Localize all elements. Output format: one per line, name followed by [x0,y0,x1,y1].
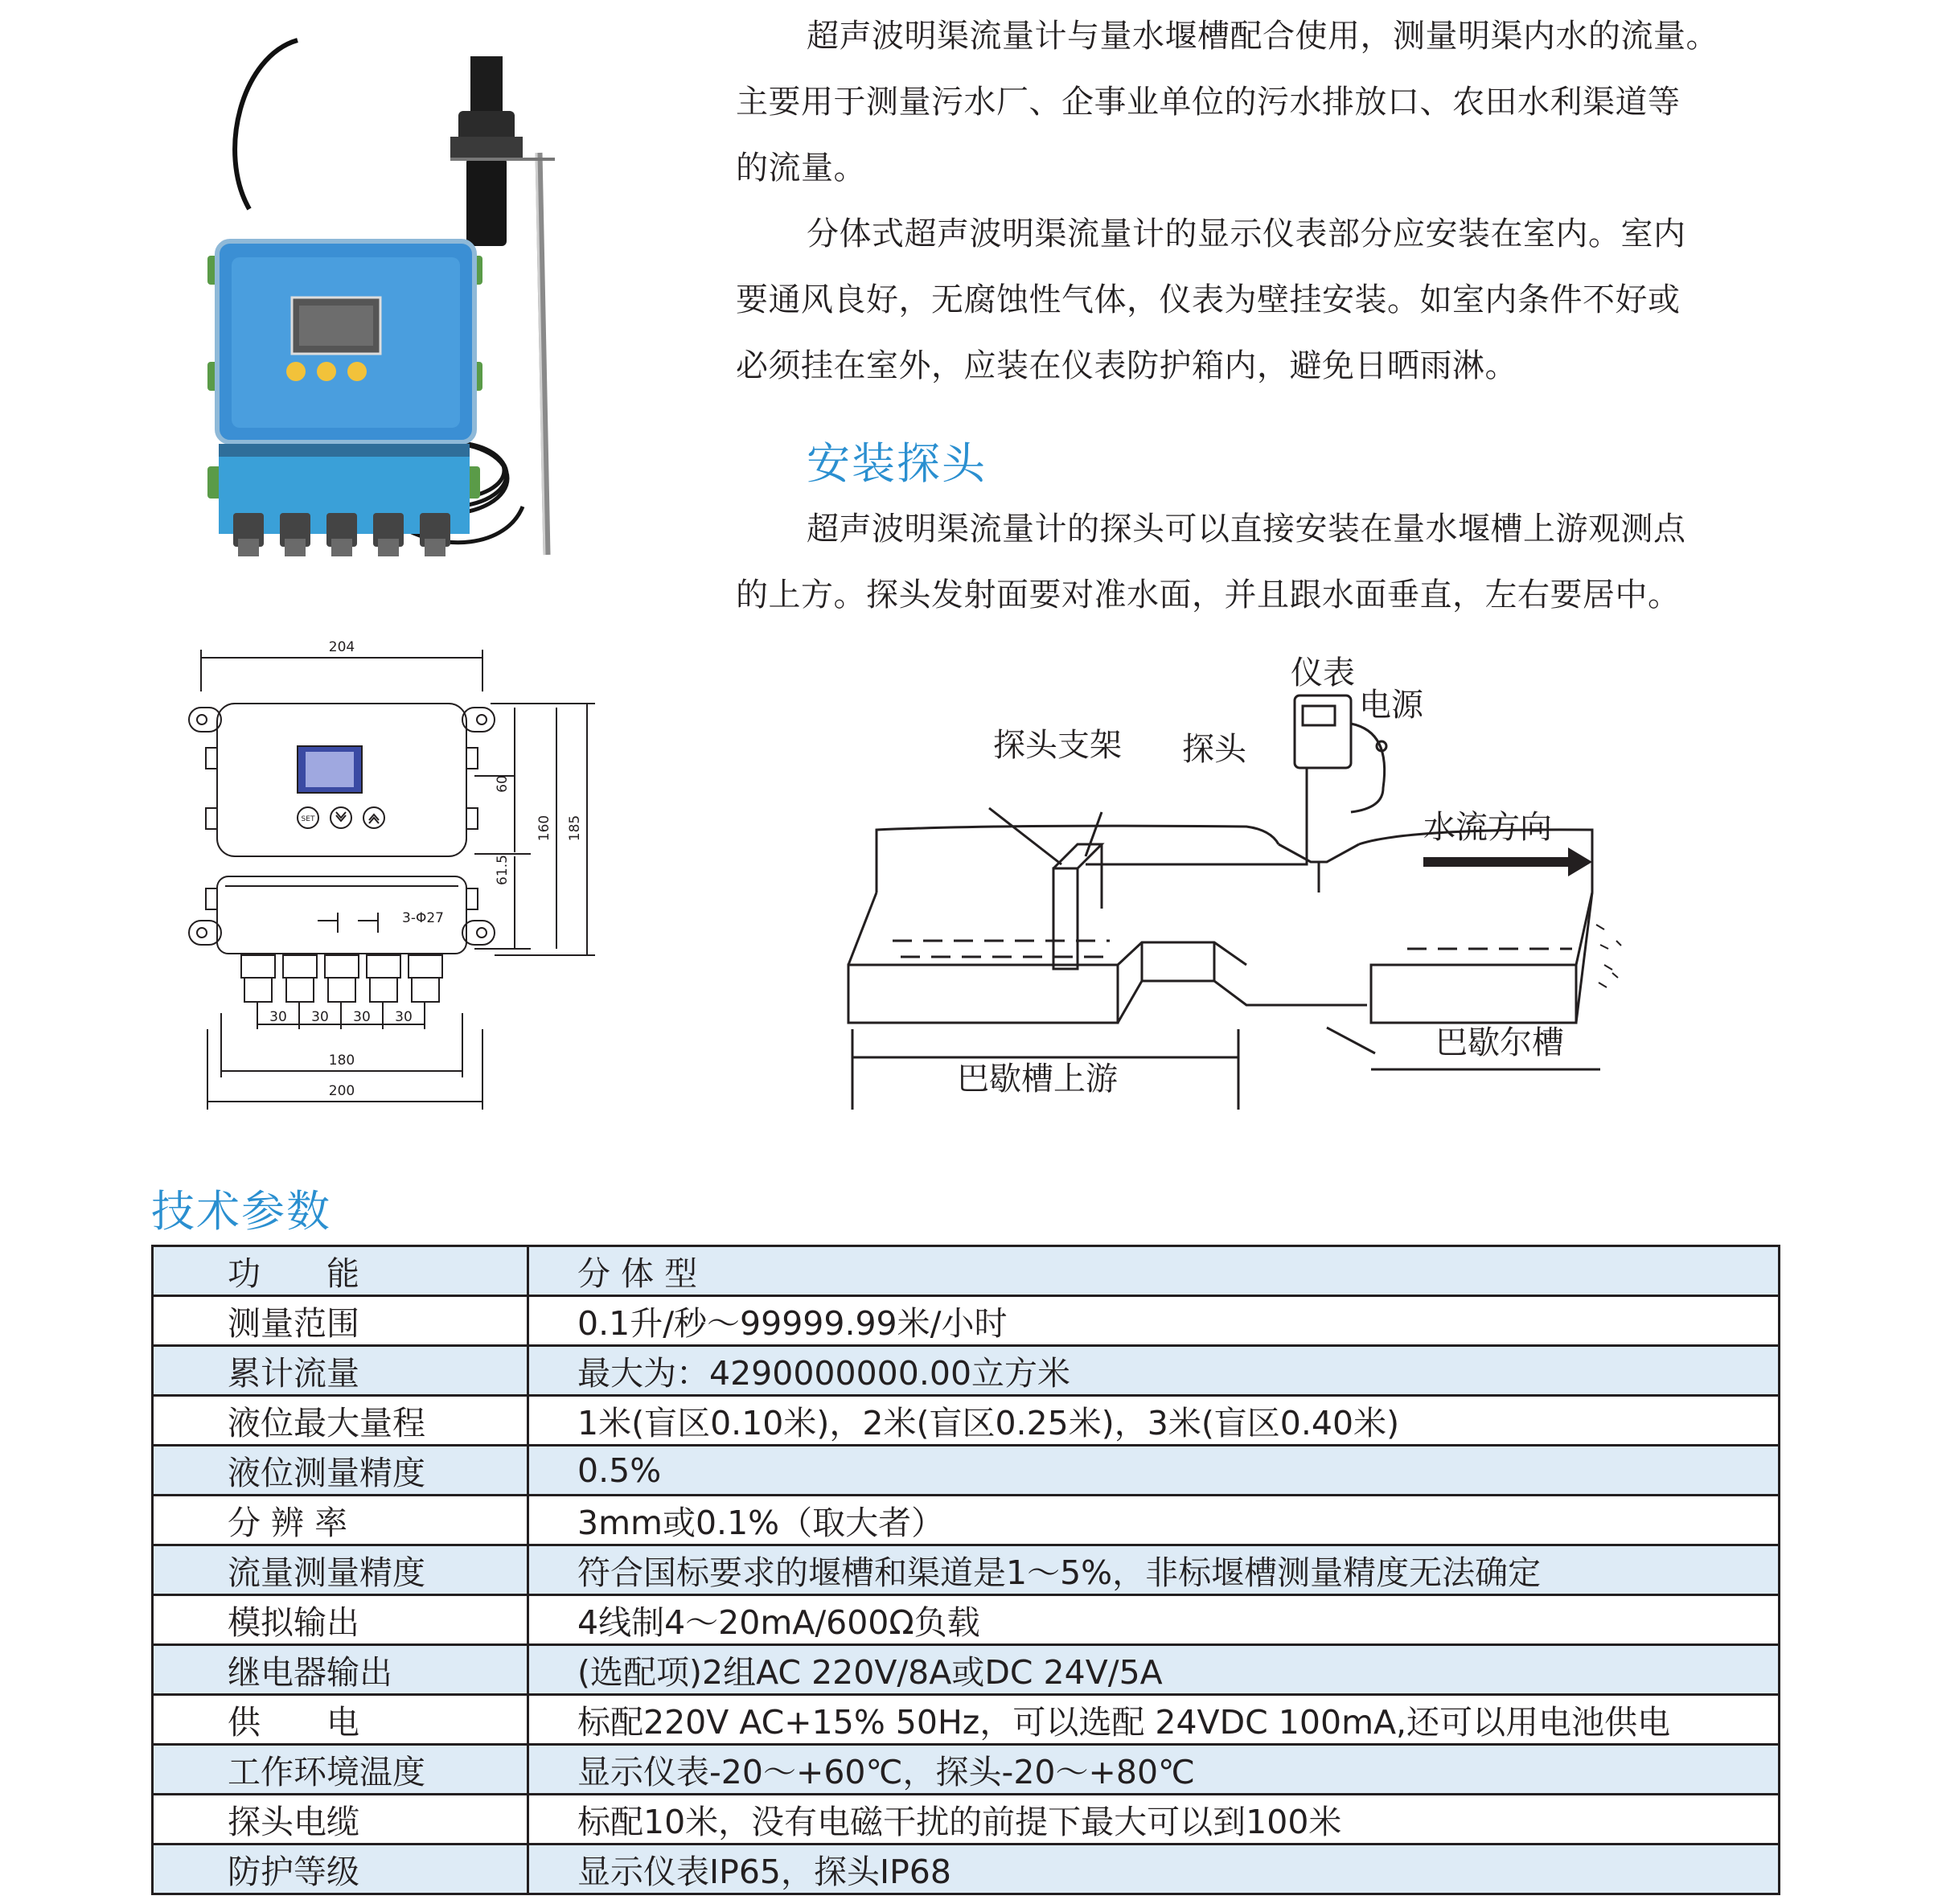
intro-line: 主要用于测量污水厂、企事业单位的污水排放口、农田水利渠道等 [736,84,1681,121]
spec-value: 4线制4～20mA/600Ω负载 [528,1595,1780,1645]
probe-cable [235,40,298,209]
intro-line: 超声波明渠流量计与量水堰槽配合使用，测量明渠内水的流量。 [807,18,1718,55]
dim-185: 185 [567,815,583,842]
table-row [153,1496,1780,1545]
label-upstream: 巴歇槽上游 [957,1061,1118,1098]
install-paragraph [736,496,1813,628]
intro-paragraph-1 [736,3,1813,201]
spec-table [151,1245,1780,1895]
spec-value: 0.5% [528,1446,1780,1496]
spec-key: 探头电缆 [153,1795,528,1844]
spec-value: 0.1升/秒～99999.99米/小时 [528,1296,1780,1346]
table-row [153,1844,1780,1894]
installation-diagram [844,651,1624,1110]
button-left-icon [286,362,306,381]
set-button-label: SET [301,815,315,823]
dim-180: 180 [328,1053,355,1069]
spec-value: 最大为：4290000000.00立方米 [528,1346,1780,1396]
spec-key: 累计流量 [153,1346,528,1396]
spec-key: 功 能 [153,1246,528,1296]
install-line: 的上方。探头发射面要对准水面，并且跟水面垂直，左右要居中。 [736,577,1681,613]
label-meter: 仪表 [1291,654,1355,691]
dim-30-2: 30 [311,1009,329,1025]
spec-value: 显示仪表-20～+60℃，探头-20～+80℃ [528,1745,1780,1795]
product-photo [185,24,603,579]
intro-line: 必须挂在室外，应装在仪表防护箱内，避免日晒雨淋。 [736,347,1517,384]
table-row [153,1595,1780,1645]
spec-key: 供 电 [153,1695,528,1745]
intro-line: 要通风良好，无腐蚀性气体，仪表为壁挂安装。如室内条件不好或 [736,281,1681,318]
spec-heading: 技术参数 [151,1186,331,1237]
spec-key: 液位测量精度 [153,1446,528,1496]
table-row [153,1346,1780,1396]
spec-key: 液位最大量程 [153,1396,528,1446]
install-line: 超声波明渠流量计的探头可以直接安装在量水堰槽上游观测点 [807,511,1686,548]
spec-value: 3mm或0.1%（取大者） [528,1496,1780,1545]
flow-arrow-icon [1423,847,1592,876]
spec-key: 继电器输出 [153,1645,528,1695]
spec-value: 1米(盲区0.10米)，2米(盲区0.25米)，3米(盲区0.40米) [528,1396,1780,1446]
dim-160: 160 [536,815,552,842]
spec-value: 符合国标要求的堰槽和渠道是1～5%，非标堰槽测量精度无法确定 [528,1545,1780,1595]
table-row [153,1446,1780,1496]
dim-30-4: 30 [395,1009,413,1025]
table-row [153,1396,1780,1446]
spec-key: 分 辨 率 [153,1496,528,1545]
spec-key: 模拟输出 [153,1595,528,1645]
button-right-icon [347,362,367,381]
table-row [153,1645,1780,1695]
intro-line: 的流量。 [736,150,866,187]
spec-value: 显示仪表IP65，探头IP68 [528,1844,1780,1894]
spec-value: 分 体 型 [528,1246,1780,1296]
dim-30-3: 30 [353,1009,371,1025]
spec-key: 防护等级 [153,1844,528,1894]
dim-30-1: 30 [269,1009,287,1025]
label-flow-direction: 水流方向 [1423,809,1552,846]
intro-line: 分体式超声波明渠流量计的显示仪表部分应安装在室内。室内 [807,215,1686,252]
spec-key: 工作环境温度 [153,1745,528,1795]
install-heading: 安装探头 [807,438,987,489]
table-row [153,1296,1780,1346]
meter-box [207,241,482,556]
dimension-drawing [177,627,611,1110]
spec-value: 标配220V AC+15% 50Hz，可以选配 24VDC 100mA,还可以用电池供电 [528,1695,1780,1745]
label-bracket: 探头支架 [993,727,1122,764]
button-mid-icon [317,362,336,381]
dim-60: 60 [495,775,511,793]
table-row [153,1246,1780,1296]
dim-204: 204 [328,639,355,655]
spec-key: 测量范围 [153,1296,528,1346]
dim-200: 200 [328,1083,355,1099]
table-row [153,1545,1780,1595]
table-row [153,1745,1780,1795]
dim-61-5: 61.5 [495,855,511,885]
spec-value: 标配10米，没有电磁干扰的前提下最大可以到100米 [528,1795,1780,1844]
label-probe: 探头 [1182,731,1246,768]
dim-hole: 3-Φ27 [402,910,444,926]
intro-paragraph-2 [736,201,1813,399]
table-row [153,1695,1780,1745]
label-power: 电源 [1359,687,1423,724]
label-flume: 巴歇尔槽 [1435,1024,1564,1061]
table-row [153,1795,1780,1844]
spec-key: 流量测量精度 [153,1545,528,1595]
spec-value: (选配项)2组AC 220V/8A或DC 24V/5A [528,1645,1780,1695]
